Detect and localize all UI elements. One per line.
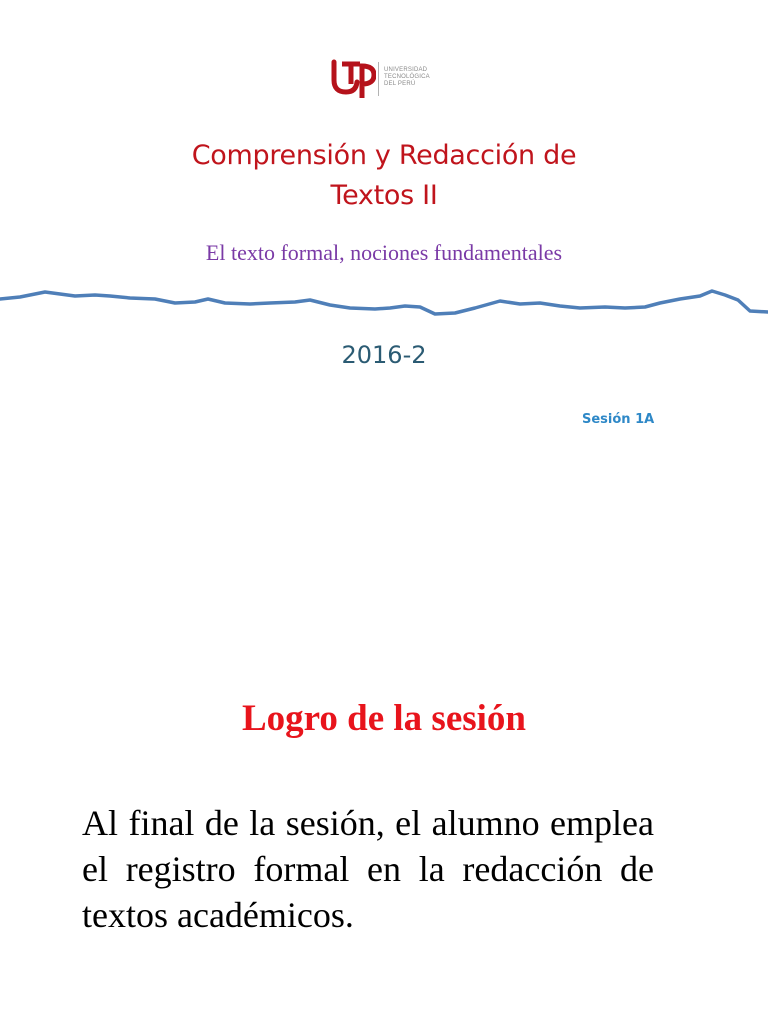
topic-subtitle: El texto formal, nociones fundamentales: [205, 240, 563, 265]
course-title: [0, 136, 768, 216]
session-label: Sesión 1A: [582, 412, 655, 427]
university-logo: [330, 58, 442, 102]
course-title-line: Textos II: [330, 180, 438, 211]
decorative-wave-line: [0, 280, 768, 320]
logo-text-line: DEL PERÚ: [384, 81, 416, 87]
logo-text-line: TECNOLÓGICA: [384, 74, 430, 80]
academic-period: 2016-2: [341, 341, 427, 369]
title-slide: [0, 0, 768, 510]
course-title-line: Comprensión y Redacción de: [191, 140, 577, 171]
utp-logo-mark-icon: [330, 58, 376, 100]
logo-text: [384, 67, 430, 88]
logo-text-line: UNIVERSIDAD: [384, 67, 428, 73]
logo-divider: [378, 62, 379, 96]
session-goal-heading: Logro de la sesión: [241, 698, 527, 739]
session-goal-text: Al final de la sesión, el alumno emplea el registro formal en la redacción de textos académicos.: [82, 803, 654, 935]
